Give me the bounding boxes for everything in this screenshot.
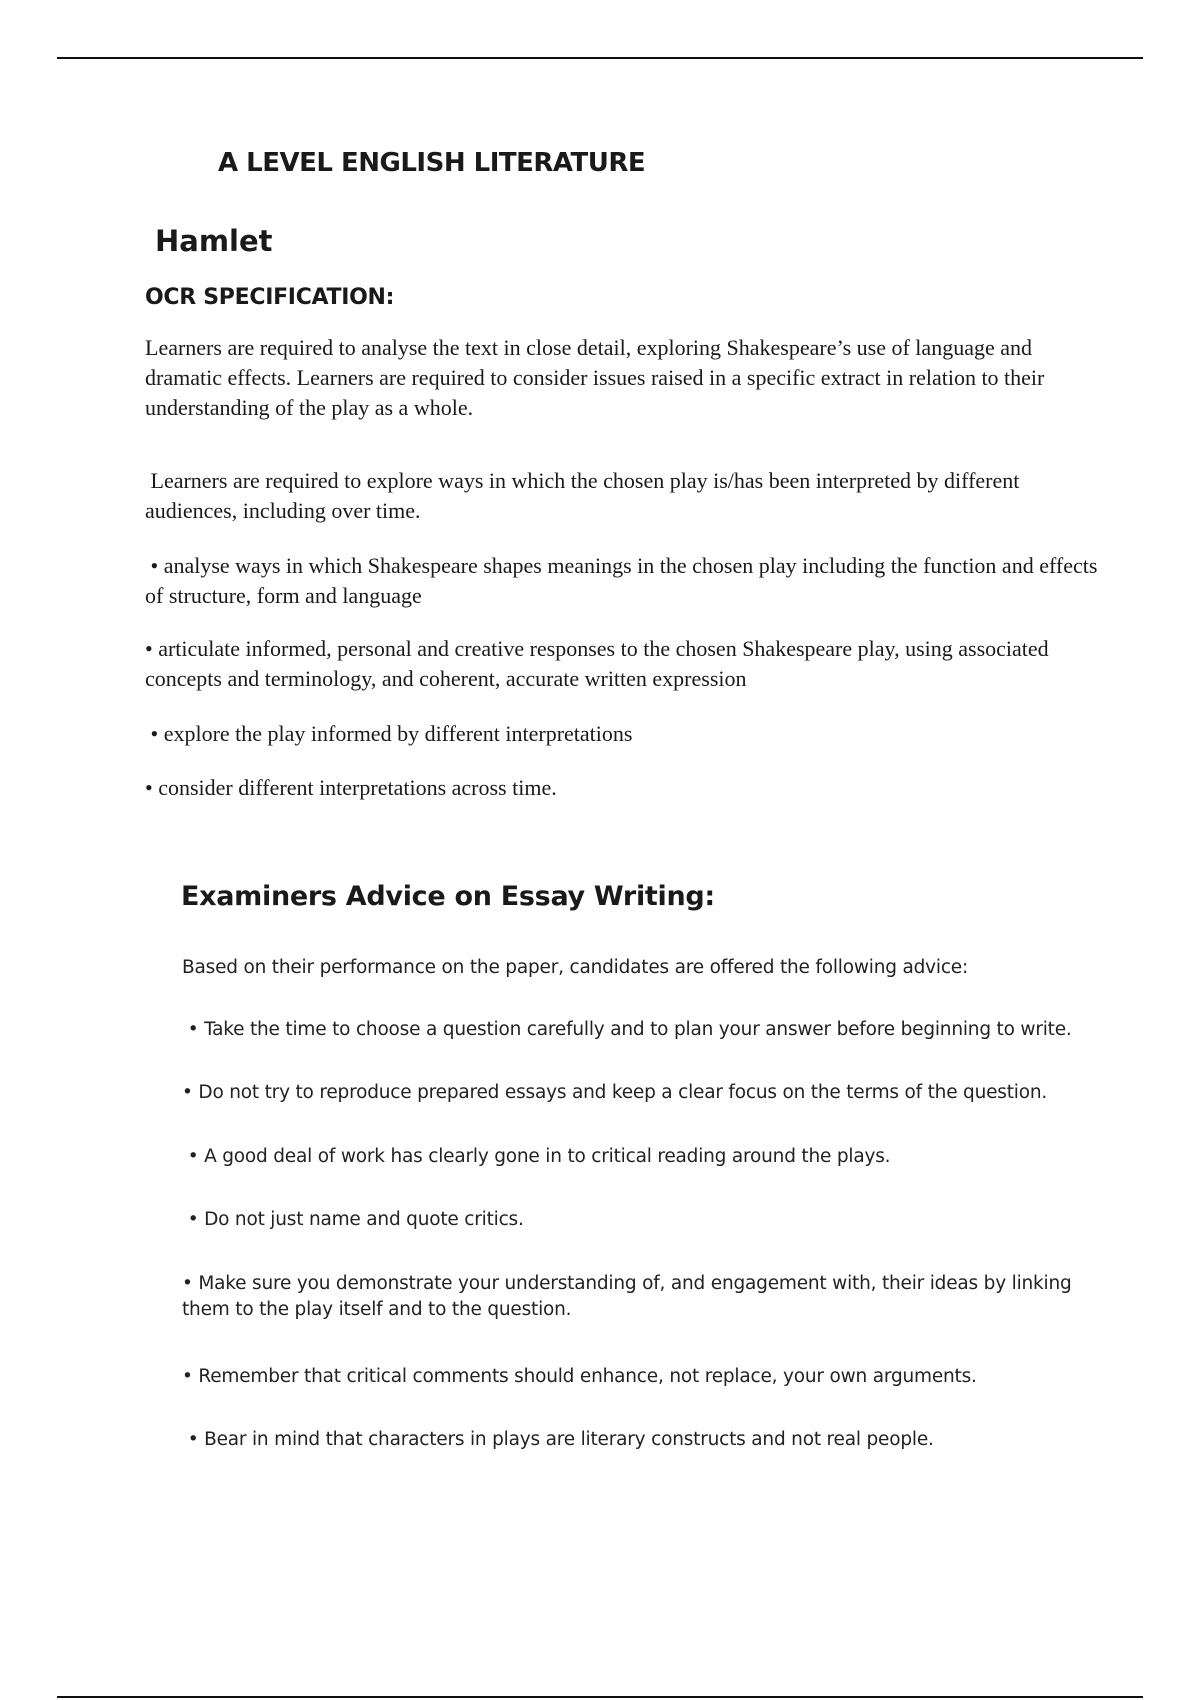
play-title: Hamlet [155, 224, 273, 258]
bottom-rule [57, 1696, 1143, 1698]
advice-intro: Based on their performance on the paper, candidates are offered the following advice: [182, 957, 969, 978]
spec-paragraph: Learners are required to explore ways in which the chosen play is/has been interpreted by different audiences, including over time. [145, 468, 1025, 523]
spec-bullet: • consider different interpretations across time. [145, 775, 557, 800]
advice-item: • A good deal of work has clearly gone in to critical reading around the plays. [182, 1146, 891, 1167]
spec-bullet: • explore the play informed by different interpretations [145, 721, 633, 746]
advice-item: • Do not just name and quote critics. [182, 1209, 524, 1230]
examiners-heading: Examiners Advice on Essay Writing: [181, 881, 715, 912]
top-rule [57, 57, 1143, 59]
advice-item: • Remember that critical comments should enhance, not replace, your own arguments. [182, 1366, 977, 1387]
advice-item: • Take the time to choose a question carefully and to plan your answer before beginning to write. [182, 1019, 1072, 1040]
advice-item: • Bear in mind that characters in plays are literary constructs and not real people. [182, 1429, 934, 1450]
document-title: A LEVEL ENGLISH LITERATURE [218, 148, 646, 178]
spec-paragraph: Learners are required to analyse the text in close detail, exploring Shakespeare’s use of language and dramatic effects. Learners are required to consider issues raised in a specific extract in relation to their understanding of the play as a whole. [145, 335, 1045, 420]
spec-bullet: • analyse ways in which Shakespeare shapes meanings in the chosen play including the function and effects of structure, form and language [145, 553, 1103, 608]
spec-bullet: • articulate informed, personal and creative responses to the chosen Shakespeare play, using associated concepts and terminology, and coherent, accurate written expression [145, 636, 1049, 691]
spec-heading: OCR SPECIFICATION: [145, 285, 395, 310]
advice-item: • Make sure you demonstrate your understanding of, and engagement with, their ideas by linking them to the play itself and to the question. [182, 1273, 1072, 1320]
advice-item: • Do not try to reproduce prepared essays and keep a clear focus on the terms of the question. [182, 1082, 1048, 1103]
